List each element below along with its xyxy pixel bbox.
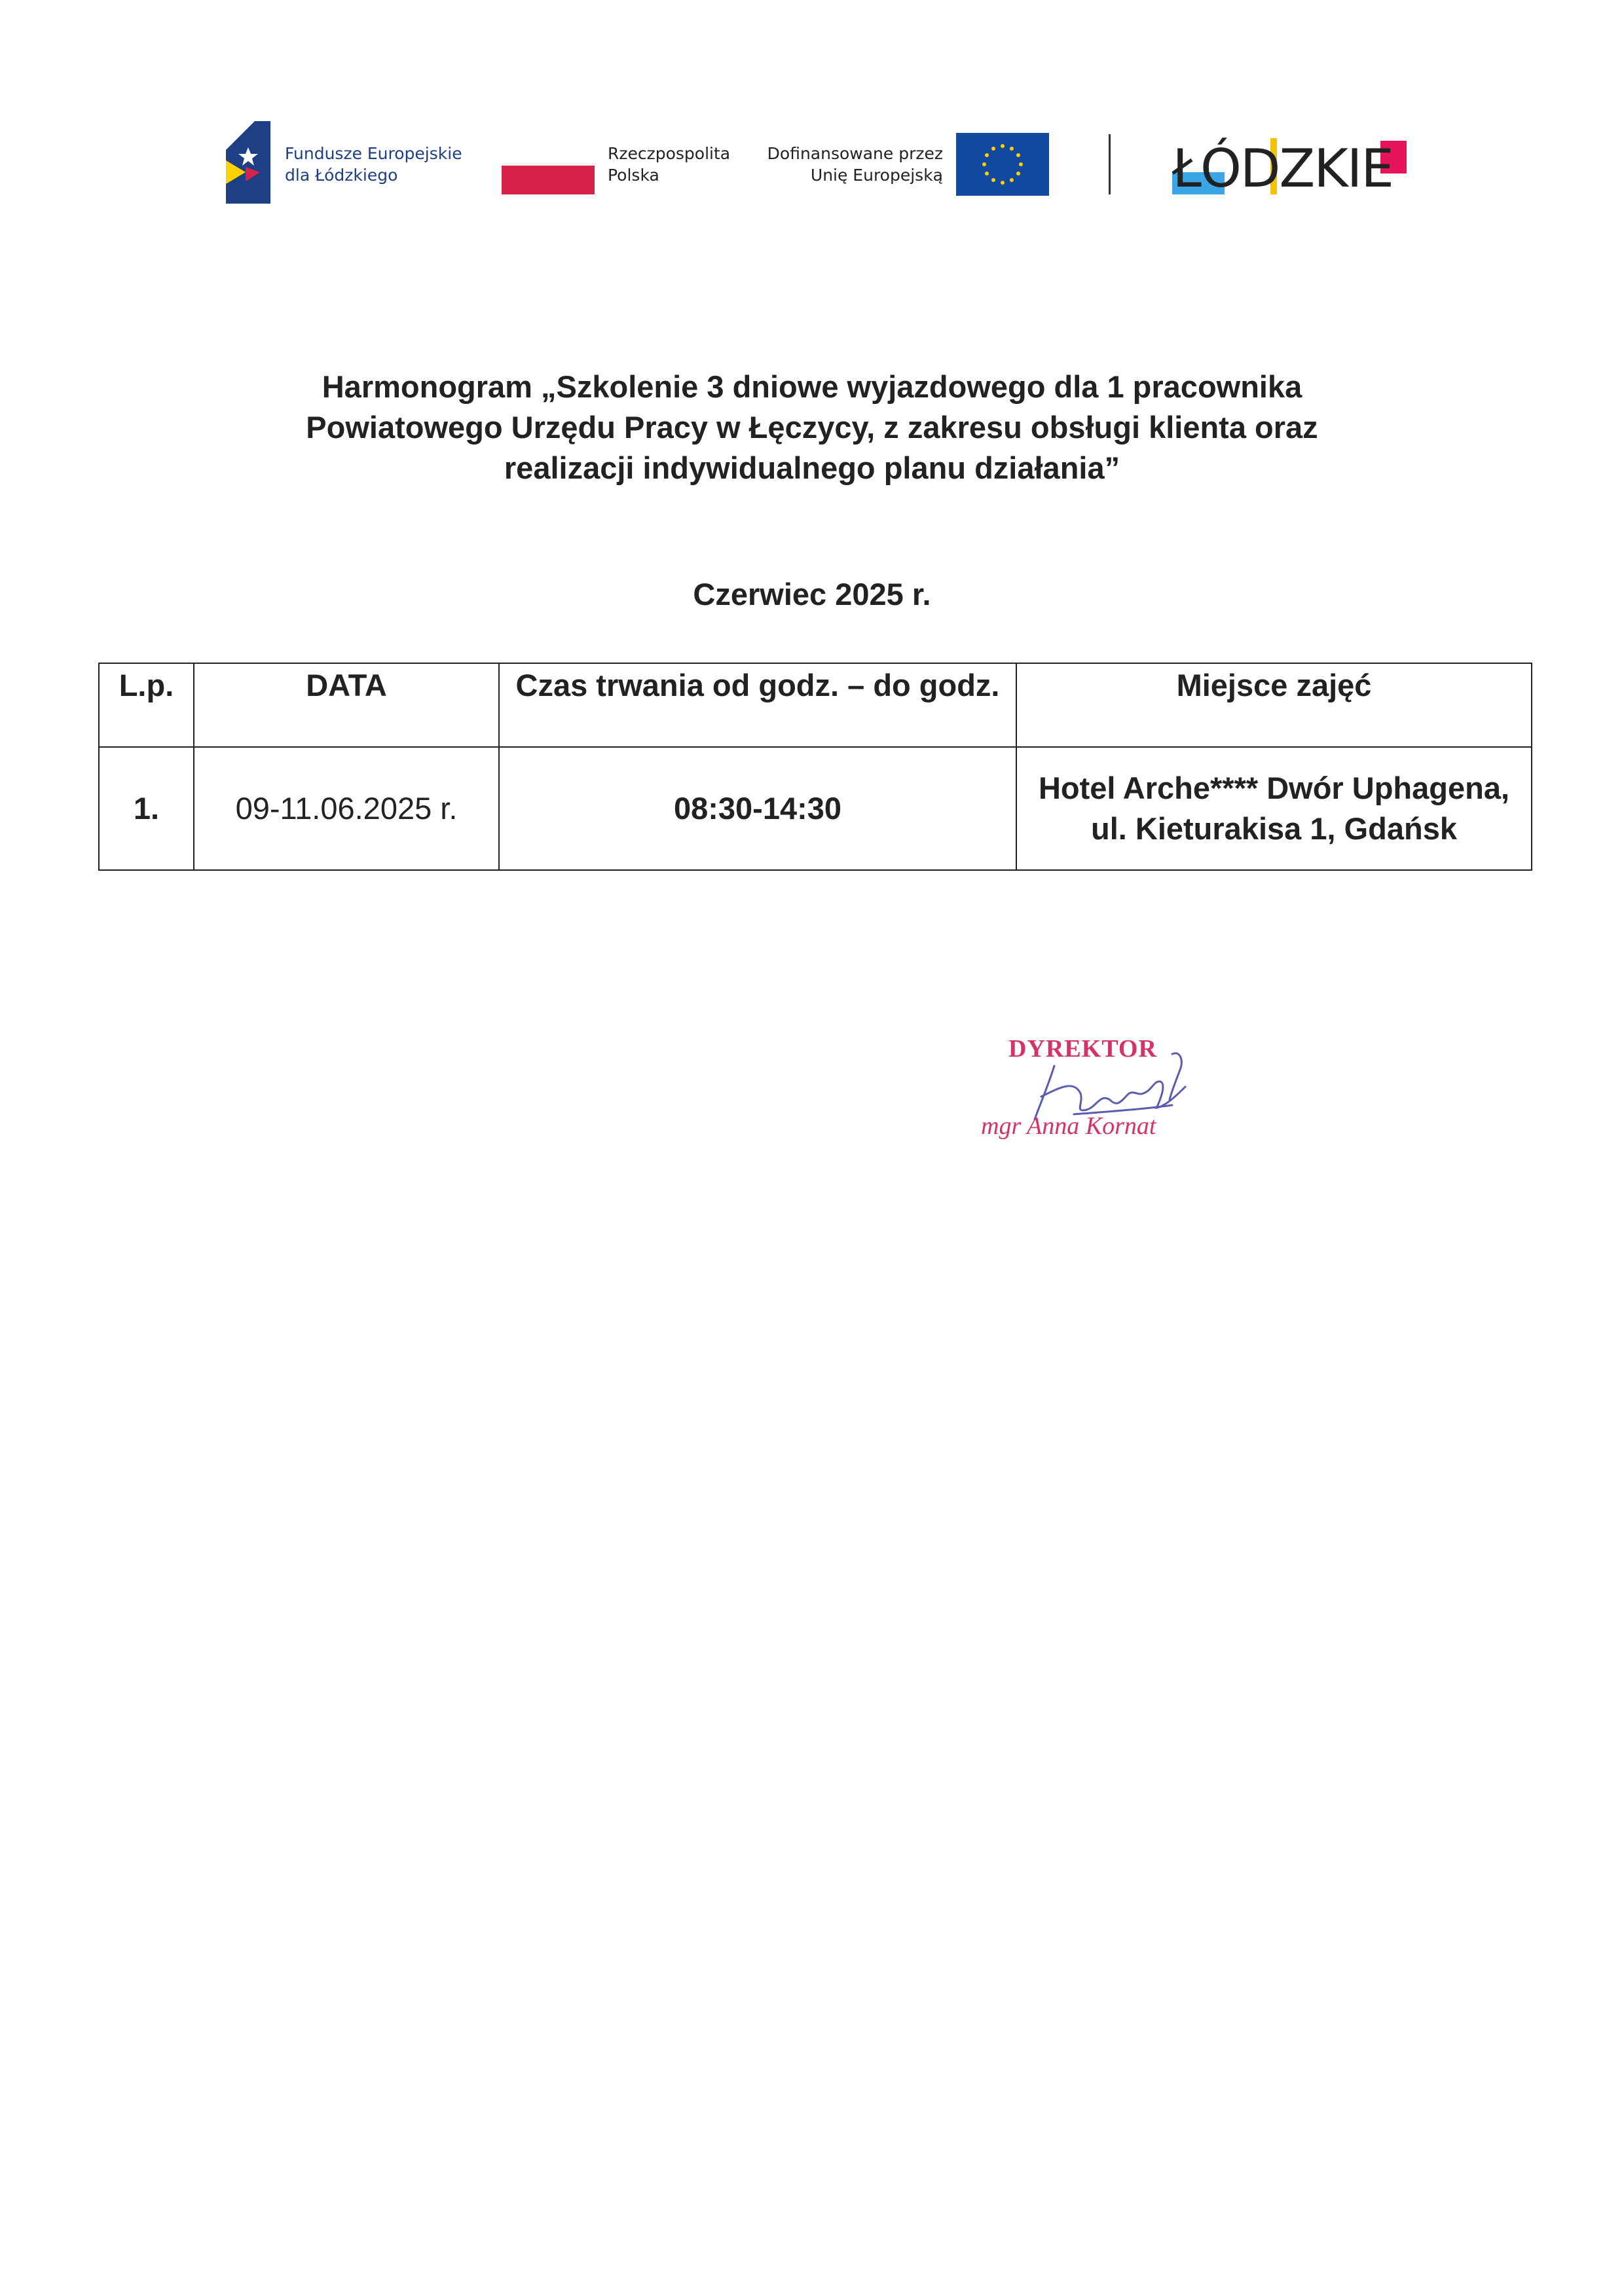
cell-date: 09-11.06.2025 r. xyxy=(194,747,499,870)
cell-time: 08:30-14:30 xyxy=(499,747,1016,870)
stamp-title: DYREKTOR xyxy=(1008,1035,1157,1063)
cell-lp: 1. xyxy=(99,747,194,870)
polish-flag-icon xyxy=(502,164,595,194)
title-line-1: Harmonogram „Szkolenie 3 dniowe wyjazdowego dla 1 pracownika xyxy=(322,369,1302,404)
column-header-time: Czas trwania od godz. – do godz. xyxy=(499,663,1016,747)
cell-place: Hotel Arche**** Dwór Uphagena, ul. Kieturakisa 1, Gdańsk xyxy=(1016,747,1532,870)
eu-flag-icon xyxy=(956,133,1049,196)
title-line-3: realizacji indywidualnego planu działania” xyxy=(504,450,1120,485)
schedule-month: Czerwiec 2025 r. xyxy=(693,577,931,611)
title-line-2: Powiatowego Urzędu Pracy w Łęczycy, z zakresu obsługi klienta oraz xyxy=(306,410,1318,445)
stamp-name: mgr Anna Kornat xyxy=(981,1112,1156,1140)
fundusze-europejskie-label xyxy=(285,143,462,186)
column-header-place: Miejsce zajęć xyxy=(1016,663,1532,747)
column-header-lp: L.p. xyxy=(99,663,194,747)
eu-label-line-1: Dofinansowane przez xyxy=(767,144,943,163)
rp-label-line-2: Polska xyxy=(608,166,659,185)
logo-divider xyxy=(1109,134,1111,194)
table-header-row xyxy=(99,663,1532,747)
eu-cofinanced-label xyxy=(766,143,943,186)
fundusze-europejskie-logo-icon xyxy=(226,121,270,204)
fe-label-line-2: dla Łódzkiego xyxy=(285,166,398,185)
lodzkie-region-logo xyxy=(1172,134,1408,200)
schedule-table xyxy=(98,663,1532,871)
logo-bar xyxy=(0,0,1624,223)
fe-label-line-1: Fundusze Europejskie xyxy=(285,144,462,163)
rp-label-line-1: Rzeczpospolita xyxy=(608,144,731,163)
signature-stamp xyxy=(976,1034,1211,1165)
lodzkie-logo-text: ŁÓDZKIE xyxy=(1172,138,1393,199)
column-header-date: DATA xyxy=(194,663,499,747)
table-row xyxy=(99,747,1532,870)
eu-label-line-2: Unię Europejską xyxy=(810,166,943,185)
rzeczpospolita-label xyxy=(608,143,730,186)
page-title xyxy=(131,367,1493,488)
